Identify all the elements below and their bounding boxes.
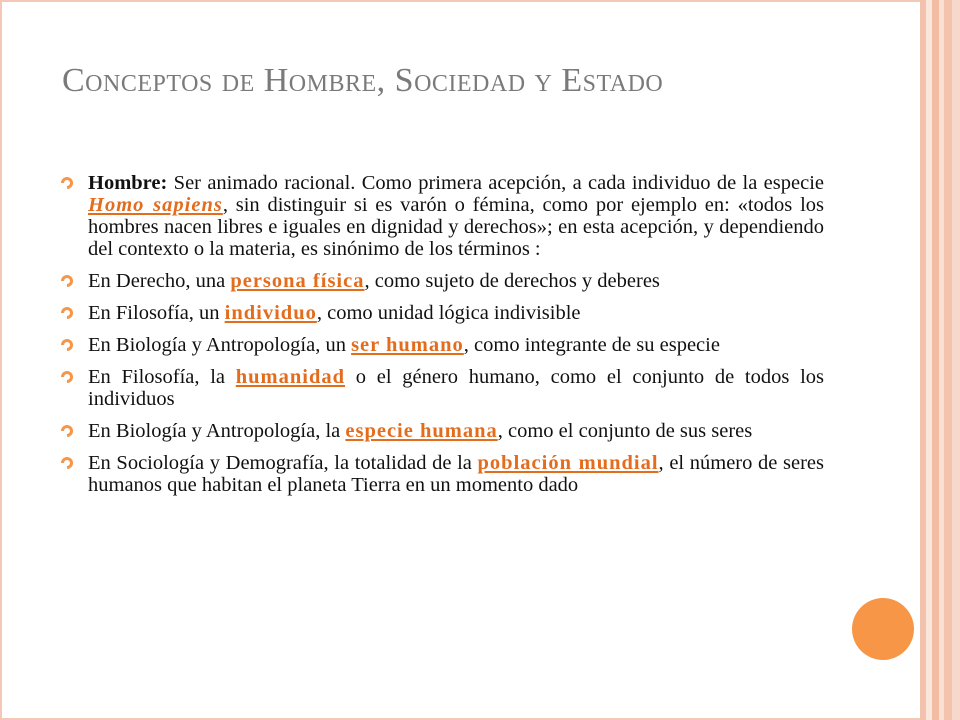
link-individuo[interactable]: individuo [224, 302, 317, 324]
decor-stripe [932, 0, 939, 720]
arc-bullet-icon [60, 306, 74, 320]
bullet-text: Ser animado racional. Como primera acepción, a cada individuo de la especie [167, 172, 824, 194]
arc-bullet-icon [60, 456, 74, 470]
bullet-text: En Derecho, una [88, 270, 231, 292]
slide-title: Conceptos de Hombre, Sociedad y Estado [62, 62, 664, 99]
arc-bullet-icon [60, 176, 74, 190]
slide-content [60, 172, 824, 506]
bullet-text: En Sociología y Demografía, la totalidad de la [88, 452, 478, 474]
bullet-text: En Biología y Antropología, la [88, 420, 346, 442]
slide-border-top [0, 0, 920, 2]
arc-bullet-icon [60, 370, 74, 384]
bullet-text: , como el conjunto de sus seres [497, 420, 753, 442]
bullet-text: , sin distinguir si es varón o fémina, como por ejemplo en: «todos los hombres nacen libres e iguales en dignidad y derechos»; en esta acepción, y dependiendo del contexto o la materia, es sinónimo de los términos : [88, 194, 824, 260]
bullet-list [60, 172, 824, 496]
bullet-item [60, 302, 824, 324]
link-humanidad[interactable]: humanidad [235, 366, 346, 388]
bullet-item [60, 270, 824, 292]
link-especie-humana[interactable]: especie humana [345, 420, 498, 442]
bullet-text: , como unidad lógica indivisible [316, 302, 581, 324]
arc-bullet-icon [60, 274, 74, 288]
decor-stripe [944, 0, 952, 720]
link-homo-sapiens[interactable]: Homo sapiens [88, 194, 223, 216]
bullet-text: En Biología y Antropología, un [88, 334, 352, 356]
link-poblacion-mundial[interactable]: población mundial [477, 452, 659, 474]
bullet-item [60, 420, 824, 442]
term-label: Hombre: [88, 172, 168, 194]
decor-stripe [952, 0, 960, 720]
arc-bullet-icon [60, 338, 74, 352]
decor-circle [852, 598, 914, 660]
slide-border-left [0, 0, 2, 720]
bullet-item [60, 172, 824, 260]
bullet-text: En Filosofía, la [88, 366, 236, 388]
link-persona-fisica[interactable]: persona física [230, 270, 365, 292]
bullet-item [60, 452, 824, 496]
arc-bullet-icon [60, 424, 74, 438]
bullet-text: o el género humano, como el conjunto de todos los individuos [88, 366, 824, 410]
bullet-text: En Filosofía, un [88, 302, 225, 324]
bullet-text: , como sujeto de derechos y deberes [364, 270, 660, 292]
bullet-text: , como integrante de su especie [463, 334, 720, 356]
bullet-item [60, 334, 824, 356]
link-ser-humano[interactable]: ser humano [351, 334, 464, 356]
bullet-text: , el número de seres humanos que habitan el planeta Tierra en un momento dado [88, 452, 824, 496]
bullet-item [60, 366, 824, 410]
